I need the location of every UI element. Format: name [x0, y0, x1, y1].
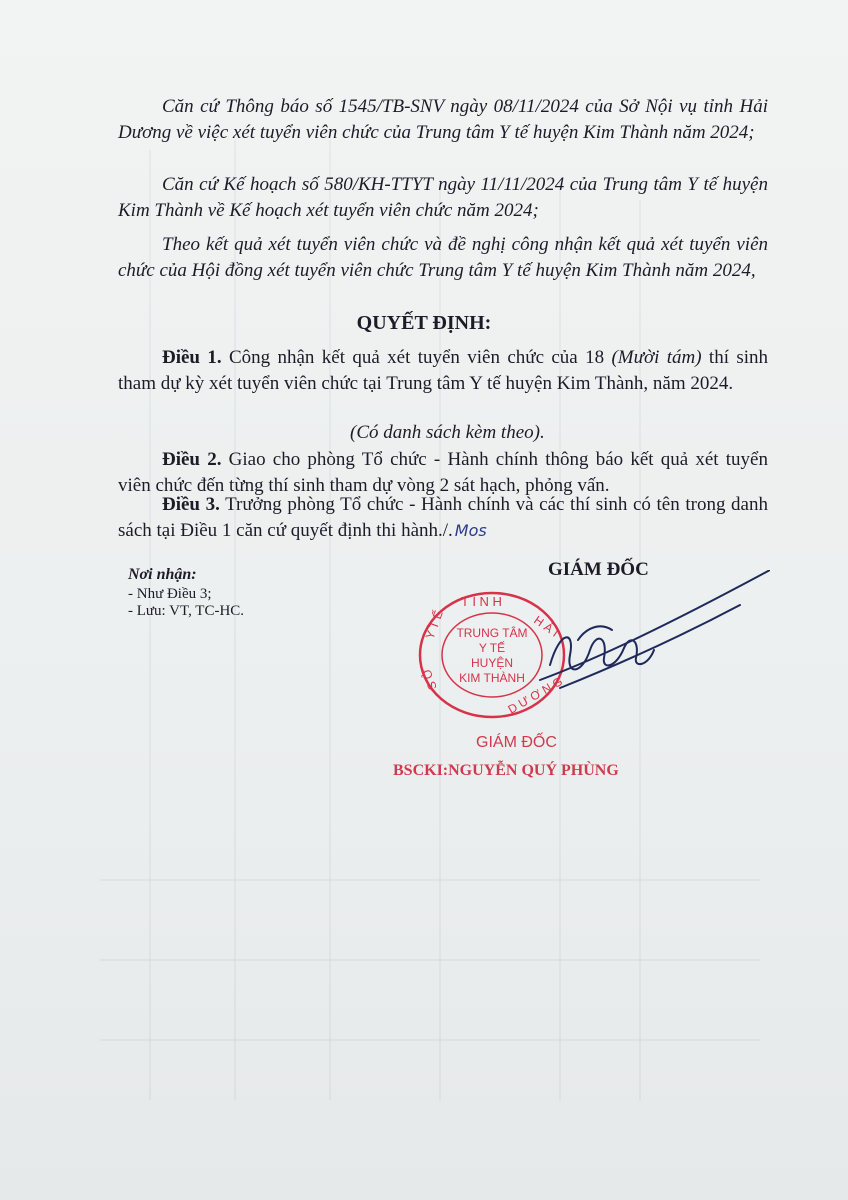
seal-line: TRUNG TÂM: [456, 626, 528, 640]
seal-line: KIM THÀNH: [459, 671, 525, 685]
article-1: [118, 345, 768, 397]
svg-text:S Ở: S Ở: [419, 666, 440, 692]
article-2-text: Giao cho phòng Tổ chức - Hành chính thông báo kết quả xét tuyển viên chức đến từng thí sinh tham dự vòng 2 sát hạch, phỏng vấn.: [118, 449, 768, 496]
recipient-item: - Lưu: VT, TC-HC.: [128, 603, 245, 619]
article-1-label: Điều 1.: [162, 347, 222, 368]
signature-title: GIÁM ĐỐC: [548, 559, 649, 580]
recipients-title: Nơi nhận:: [128, 566, 197, 583]
attachment-note: (Có danh sách kèm theo).: [350, 422, 545, 443]
svg-text:H Ả I: H Ả I: [531, 612, 562, 640]
article-1-text-a: Công nhận kết quả xét tuyển viên chức của 18: [221, 347, 612, 368]
article-2-label: Điều 2.: [162, 449, 222, 470]
recipient-item: - Như Điều 3;: [128, 586, 212, 602]
seal-line: HUYỆN: [470, 656, 513, 670]
preamble-legal-basis-3: Theo kết quả xét tuyển viên chức và đề nghị công nhận kết quả xét tuyển viên chức của Hội đồng xét tuyển viên chức Trung tâm Y tế huyện Kim Thành năm 2024,: [118, 234, 768, 281]
decision-title: QUYẾT ĐỊNH:: [356, 312, 492, 334]
signer-role: GIÁM ĐỐC: [476, 734, 557, 751]
article-3-label: Điều 3.: [162, 494, 220, 515]
handwritten-signature: [520, 570, 770, 720]
handwritten-initials: Mos: [454, 521, 487, 540]
preamble-legal-basis-1: Căn cứ Thông báo số 1545/TB-SNV ngày 08/11/2024 của Sở Nội vụ tỉnh Hải Dương về việc xét tuyển viên chức của Trung tâm Y tế huyện Kim Thành năm 2024;: [118, 96, 768, 143]
svg-text:Y T Ế: Y T Ế: [422, 608, 446, 642]
seal-line: Y TẾ: [478, 641, 506, 655]
signer-name: BSCKI:NGUYỄN QUÝ PHÙNG: [393, 762, 619, 779]
article-1-count-words: (Mười tám): [611, 347, 702, 368]
svg-text:T Ỉ N H: T Ỉ N H: [461, 594, 502, 609]
article-1-text-b: thí sinh tham dự kỳ xét tuyển viên chức tại Trung tâm Y tế huyện Kim Thành, năm 2024.: [118, 347, 769, 394]
article-3: [118, 492, 768, 544]
preamble-legal-basis-2: Căn cứ Kế hoạch số 580/KH-TTYT ngày 11/11/2024 của Trung tâm Y tế huyện Kim Thành về Kế hoạch xét tuyển viên chức năm 2024;: [118, 174, 768, 221]
svg-text:D Ư Ơ N G: D Ư Ơ N G: [505, 674, 565, 717]
article-3-text: Trưởng phòng Tổ chức - Hành chính và các thí sinh có tên trong danh sách tại Điều 1 căn cứ quyết định thi hành./.: [118, 494, 768, 541]
